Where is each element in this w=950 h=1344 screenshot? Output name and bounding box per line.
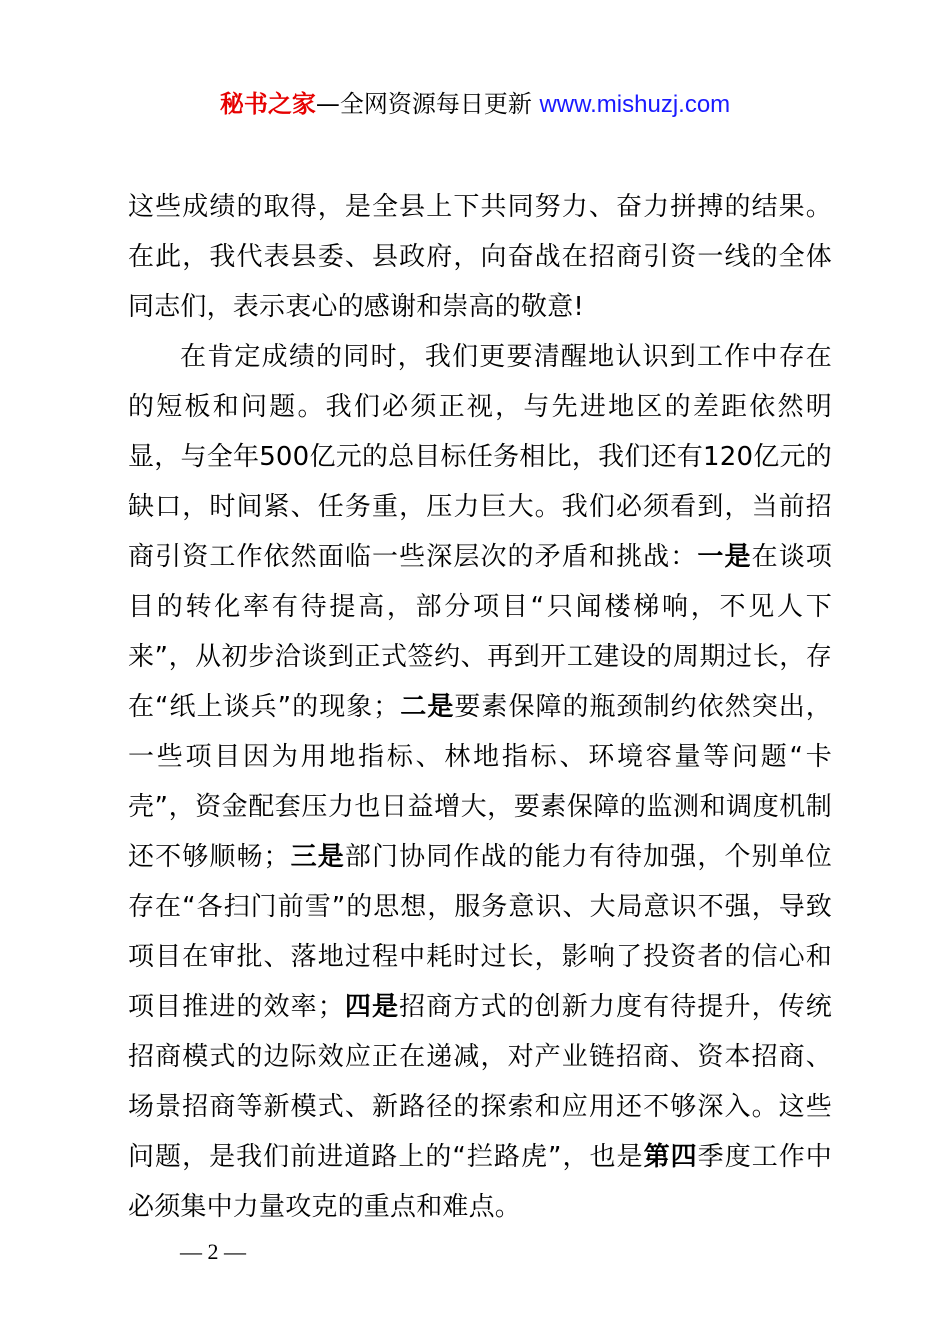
paragraph-2-text-2: 在谈项目的转化率有待提高，部分项目“只闻楼梯响，不见人下来”，从初步洽谈到正式签约、再到开工建设的周期过长，存在“纸上谈兵”的现象； xyxy=(128,542,833,722)
keyword-first: 一是 xyxy=(697,542,752,572)
site-brand: 秘书之家 xyxy=(219,90,316,118)
paragraph-2-text-1: 在肯定成绩的同时，我们更要清醒地认识到工作中存在的短板和问题。我们必须正视，与先进地区的差距依然明显，与全年500亿元的总目标任务相比，我们还有120亿元的缺口，时间紧、任务重，压力巨大。我们必须看到，当前招商引资工作依然面临一些深层次的矛盾和挑战： xyxy=(128,342,832,572)
paragraph-2-text-6: 季度工作中必须集中力量攻克的重点和难点。 xyxy=(128,1142,832,1222)
keyword-third: 三是 xyxy=(289,842,345,872)
paragraph-1: 这些成绩的取得，是全县上下共同努力、奋力拼搏的结果。在此，我代表县委、县政府，向奋战在招商引资一线的全体同志们，表示衷心的感谢和崇高的敬意! xyxy=(128,192,832,322)
site-slogan: —全网资源每日更新 xyxy=(315,90,532,118)
paragraph-2-text-4: 部门协同作战的能力有待加强，个别单位存在“各扫门前雪”的思想，服务意识、大局意识不强，导致项目在审批、落地过程中耗时过长，影响了投资者的信心和项目推进的效率； xyxy=(128,842,832,1022)
site-url-link[interactable]: www.mishuzj.com xyxy=(539,91,731,118)
paragraph-2 xyxy=(128,332,832,1232)
paragraph-2-text-3: 要素保障的瓶颈制约依然突出，一些项目因为用地指标、林地指标、环境容量等问题“卡壳”，资金配套压力也日益增大，要素保障的监测和调度机制还不够顺畅； xyxy=(128,692,832,872)
page-number: — 2 — xyxy=(180,1239,246,1264)
site-header xyxy=(0,86,950,123)
paragraph-2-text-5: 招商方式的创新力度有待提升，传统招商模式的边际效应正在递减，对产业链招商、资本招商、场景招商等新模式、新路径的探索和应用还不够深入。这些问题，是我们前进道路上的“拦路虎”，也是 xyxy=(128,992,832,1172)
keyword-fourth: 四是 xyxy=(343,992,400,1022)
document-body xyxy=(128,182,832,1232)
keyword-fourth-quarter: 第四 xyxy=(643,1142,698,1172)
keyword-second: 二是 xyxy=(399,692,455,722)
